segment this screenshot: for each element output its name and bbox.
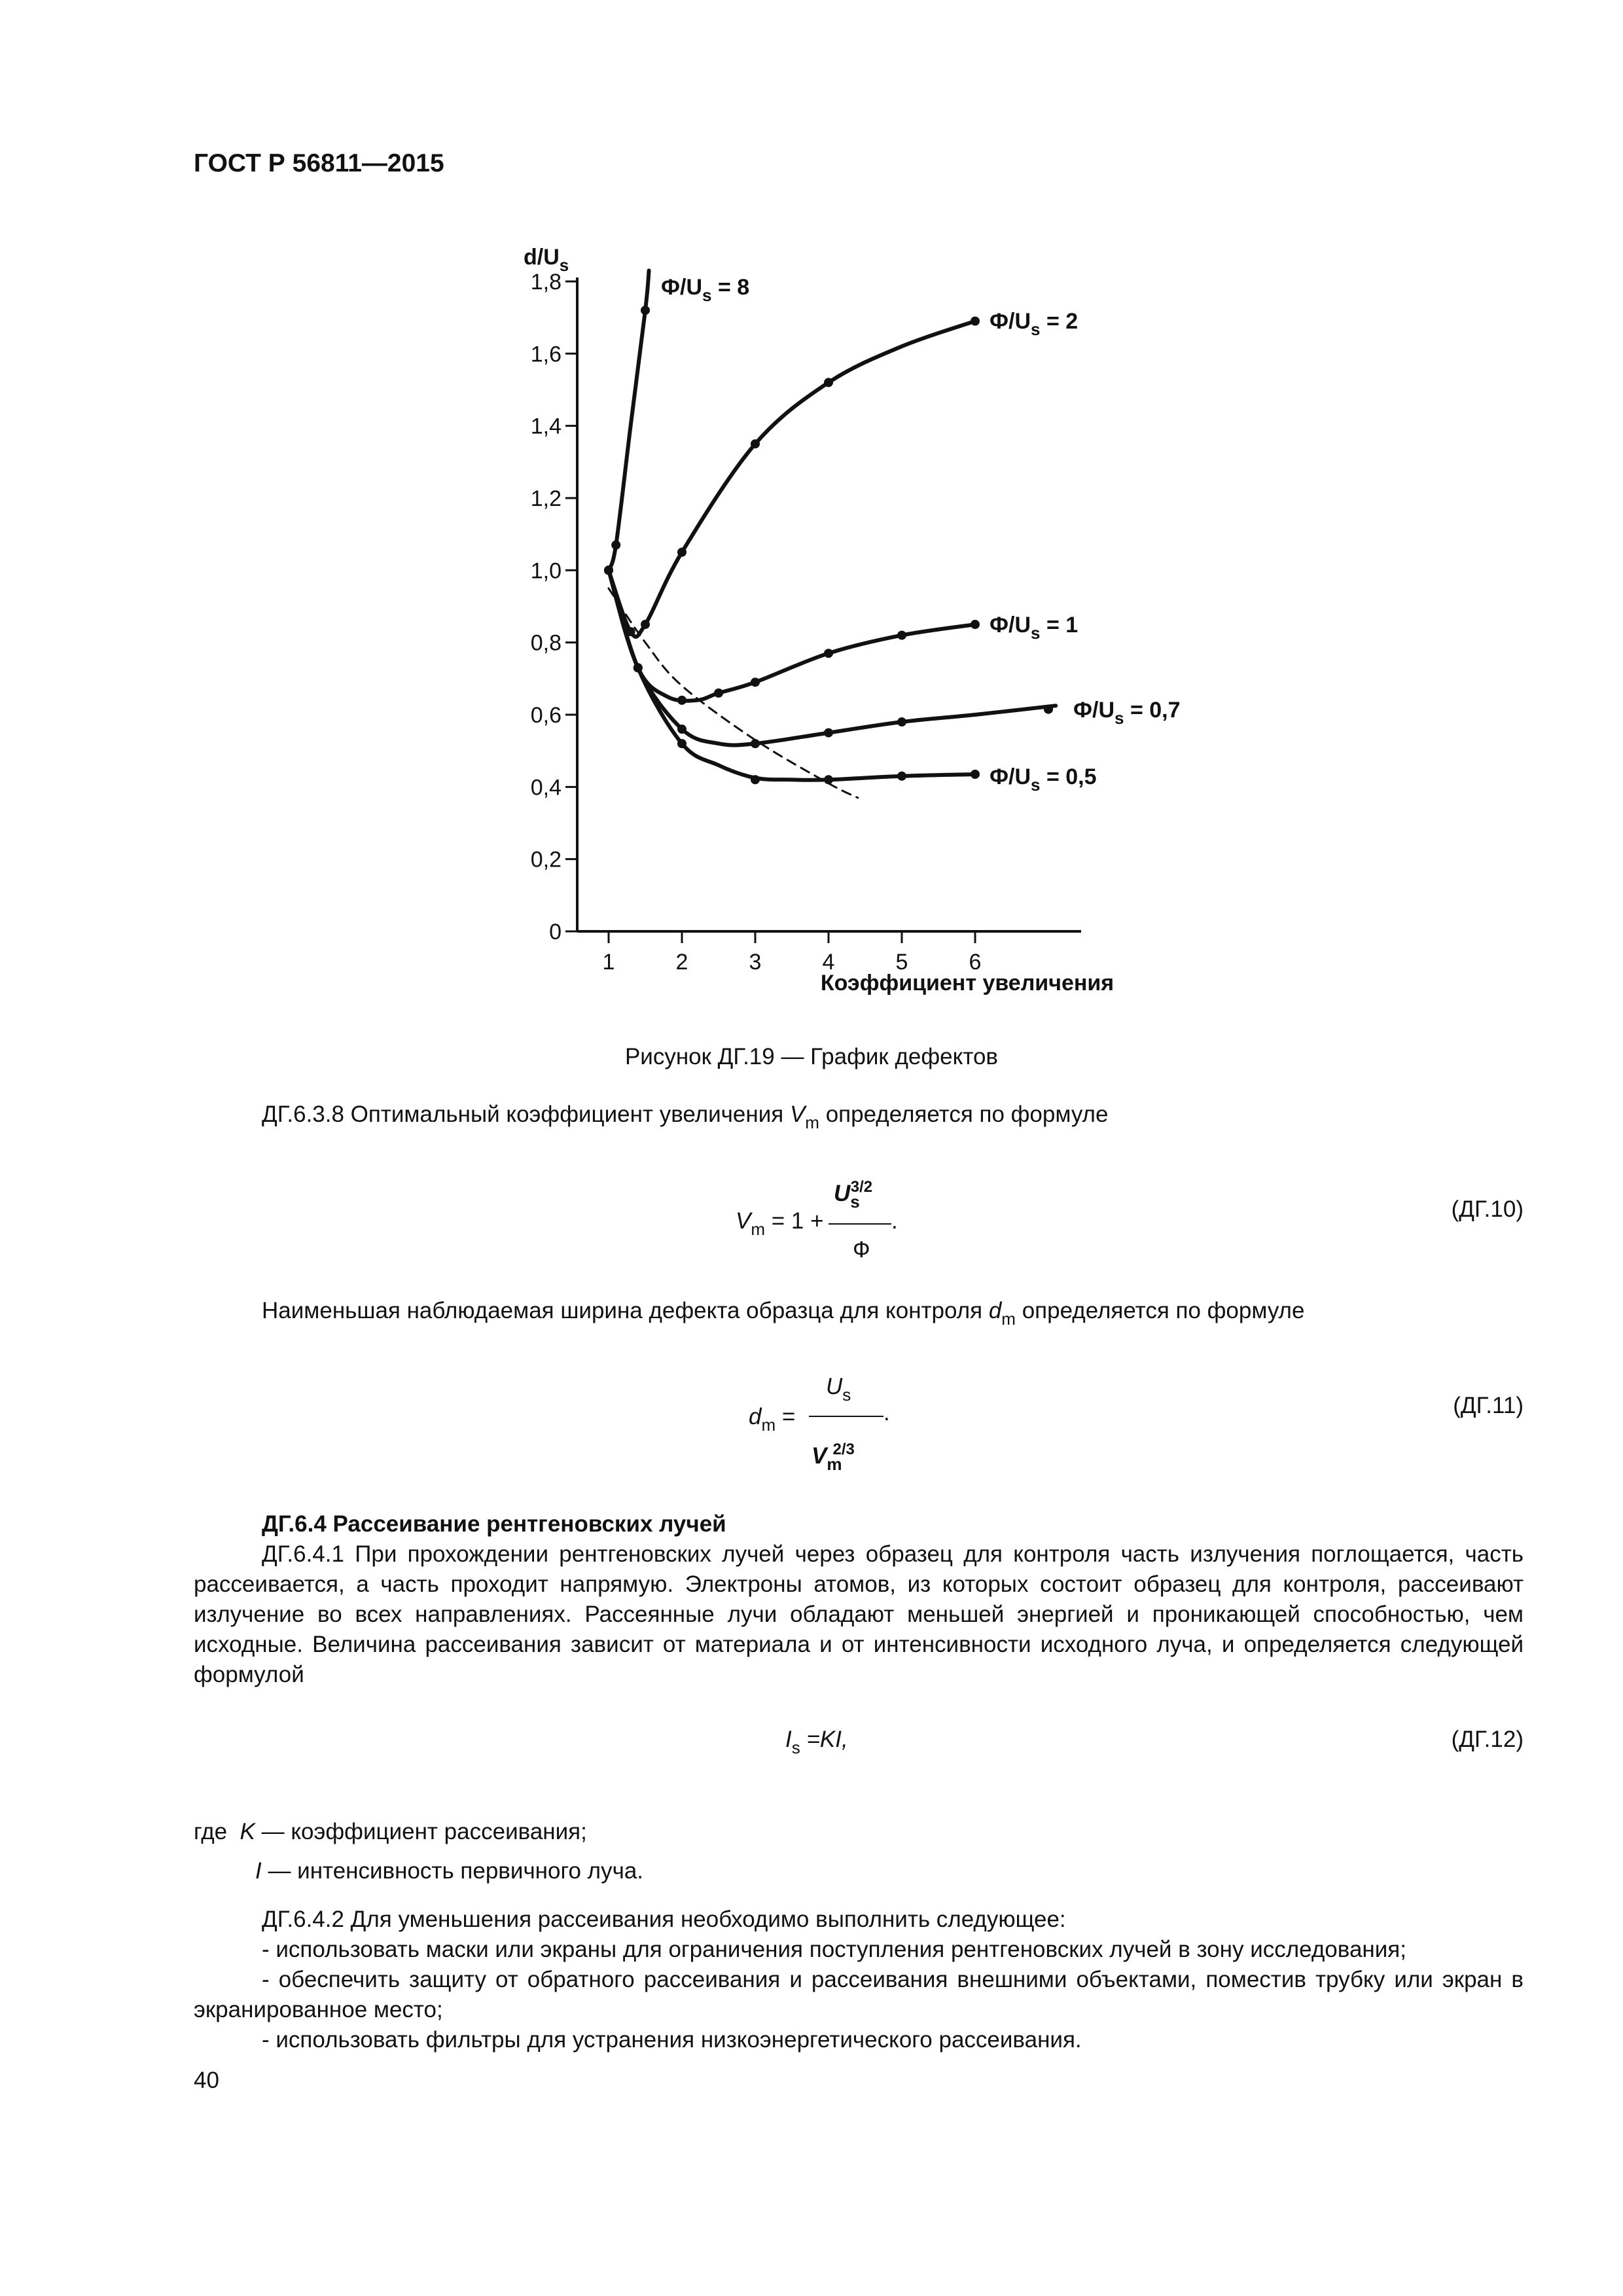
equation-number-dg10: (ДГ.10) (1451, 1196, 1524, 1222)
para2-text-after: определяется по формуле (1015, 1298, 1305, 1323)
series-line (609, 570, 1056, 745)
para1-text-before: ДГ.6.3.8 Оптимальный коэффициент увеличения (262, 1102, 790, 1127)
eq11-lhs-var: d (749, 1404, 762, 1429)
eq10-equals: = 1 + (765, 1208, 824, 1234)
data-point (751, 677, 760, 687)
where-i-text: — интенсивность первичного луча. (261, 1858, 644, 1884)
data-point (641, 306, 650, 315)
series-label-value: = 2 (1040, 309, 1079, 334)
y-tick-label: 1,4 (530, 414, 562, 439)
series-label: $Ф/U_s = 0,7$ (1073, 698, 1181, 728)
y-tick-label: 0 (549, 920, 562, 944)
data-point (641, 620, 650, 629)
series-label: $Ф/U_s = 2$ (990, 309, 1079, 339)
paragraph-dm (262, 1296, 1304, 1327)
data-point (677, 739, 687, 748)
where-item-k (194, 1817, 587, 1847)
eq10-fraction-line (829, 1223, 891, 1225)
where-item-i (255, 1856, 643, 1886)
para1-var-sub: m (805, 1113, 819, 1132)
data-point (897, 717, 906, 726)
list-item: - обеспечить защиту от обратного рассеивания и рассеивания внешними объектами, поместив трубку или экран в экранированное место; (194, 1967, 1524, 2022)
data-point (971, 770, 980, 779)
where-k-symbol: K (240, 1819, 255, 1844)
series-label-sub: s (702, 285, 712, 305)
list-item: - использовать фильтры для устранения низкоэнергетического рассеивания. (262, 2027, 1082, 2053)
eq11-period: . (883, 1400, 890, 1426)
eq11-num-sub: s (842, 1385, 851, 1405)
y-axis-label-sub: s (559, 255, 569, 275)
eq10-numerator (834, 1178, 882, 1211)
series-label-value: = 0,7 (1124, 698, 1181, 723)
data-point (971, 620, 980, 629)
series-line (609, 321, 975, 637)
section-title: ДГ.6.4 Рассеивание рентгеновских лучей (262, 1511, 726, 1537)
eq11-denominator (812, 1441, 864, 1474)
para2-var: d (988, 1298, 1002, 1323)
equation-number-dg11: (ДГ.11) (1453, 1393, 1524, 1418)
paragraph-6-4-1: ДГ.6.4.1 При прохождении рентгеновских лучей через образец для контроля часть излучения поглощается, часть рассеивается, а часть проходит напрямую. Электроны атомов, из которых состоит образец для контроля, рассеивают излучение во всех направлениях. Рассеянные лучи обладают меньшей энергией и проникающей способностью, чем исходные. Величина рассеивания зависит от материала и от интенсивности исходного луча, и определяется следующей формулой (194, 1541, 1524, 1687)
y-tick-label: 1,6 (530, 342, 562, 367)
series-label: $Ф/U_s = 0,5$ (990, 764, 1097, 795)
where-prefix: где (194, 1819, 228, 1844)
x-tick-label: 4 (822, 950, 835, 975)
eq10-period: . (891, 1208, 898, 1234)
y-tick-label: 1,0 (530, 558, 562, 584)
eq10-lhs (736, 1208, 824, 1239)
y-axis-label: $d/U_s$ (524, 245, 569, 275)
eq11-den-sub: m (827, 1454, 842, 1474)
y-tick-label: 0,4 (530, 775, 562, 800)
para1-text-after: определяется по формуле (819, 1102, 1109, 1127)
data-point (611, 541, 620, 550)
eq10-lhs-sub: m (751, 1219, 766, 1239)
equation-dg12 (785, 1727, 848, 1757)
eq11-numerator (826, 1374, 851, 1405)
series-label-sub: s (1031, 319, 1041, 339)
series-label-sub: s (1115, 708, 1124, 728)
eq10-num-var: U (834, 1181, 851, 1206)
para2-var-sub: m (1001, 1309, 1016, 1329)
x-tick-label: 1 (602, 950, 615, 975)
data-point (824, 728, 833, 738)
y-tick-label: 1,2 (530, 486, 562, 511)
eq11-fraction-line (809, 1416, 883, 1417)
x-tick-label: 5 (895, 950, 908, 975)
series-label: $Ф/U_s = 1$ (990, 613, 1079, 643)
eq11-num-var: U (826, 1374, 843, 1399)
figure-caption: Рисунок ДГ.19 — График дефектов (624, 1044, 999, 1069)
series-label-sub: s (1031, 775, 1041, 795)
data-point (1044, 705, 1053, 714)
equation-dg10 (733, 1172, 942, 1276)
data-point (751, 439, 760, 448)
defect-chart (0, 0, 1623, 1021)
paragraph-6-4-2-intro: ДГ.6.4.2 Для уменьшения рассеивания необходимо выполнить следующее: (262, 1907, 1066, 1932)
eq12-lhs-var: I (785, 1727, 792, 1752)
y-tick-label: 0,2 (530, 847, 562, 872)
y-tick-label: 0,6 (530, 702, 562, 728)
data-point (824, 649, 833, 658)
data-point (897, 631, 906, 640)
series-label-value: = 8 (711, 275, 750, 300)
eq10-num-sub: s (850, 1192, 860, 1211)
data-point (971, 317, 980, 326)
equation-number-dg12: (ДГ.12) (1451, 1727, 1524, 1752)
para2-text-before: Наименьшая наблюдаемая ширина дефекта образца для контроля (262, 1298, 989, 1323)
x-tick-label: 6 (969, 950, 982, 975)
eq11-lhs (749, 1404, 796, 1435)
where-k-text: — коэффициент рассеивания; (255, 1819, 587, 1844)
data-point (824, 378, 833, 387)
eq11-equals: = (776, 1404, 796, 1429)
series-label-sub: s (1031, 623, 1041, 643)
eq12-rhs: =KI, (800, 1727, 848, 1752)
data-point (751, 775, 760, 784)
x-tick-label: 2 (675, 950, 688, 975)
data-point (677, 548, 687, 557)
eq12-lhs-sub: s (791, 1738, 800, 1757)
para1-var: V (789, 1102, 806, 1127)
data-point (897, 772, 906, 781)
where-i-symbol: I (255, 1858, 262, 1884)
y-tick-label: 0,8 (530, 630, 562, 656)
data-point (677, 725, 687, 734)
data-point (677, 696, 687, 705)
data-point (633, 663, 643, 672)
chart-series (604, 270, 1181, 798)
series-label-value: = 1 (1040, 613, 1079, 637)
series-line (609, 270, 649, 570)
eq11-lhs-sub: m (761, 1415, 776, 1435)
eq10-lhs-var: V (736, 1208, 751, 1234)
x-axis-label: Коэффициент увеличения (820, 971, 1115, 996)
series-label-value: = 0,5 (1040, 764, 1097, 789)
x-tick-label: 3 (749, 950, 762, 975)
page-number: 40 (194, 2068, 219, 2093)
eq11-den-sup: 2/3 (832, 1441, 855, 1458)
equation-dg11 (746, 1365, 942, 1496)
paragraph-6-3-8 (262, 1100, 1108, 1131)
y-tick-label: 1,8 (530, 269, 562, 295)
eq11-den-var: V (812, 1443, 827, 1469)
list-item: - использовать маски или экраны для ограничения поступления рентгеновских лучей в зону исследования; (262, 1937, 1406, 1962)
document-header: ГОСТ Р 56811—2015 (194, 149, 444, 177)
series-label: $Ф/U_s = 8$ (661, 275, 750, 305)
eq10-denominator: Ф (853, 1237, 870, 1263)
data-point (604, 565, 613, 575)
series-line (609, 570, 975, 780)
data-point (714, 689, 723, 698)
eq10-num-sup: 3/2 (850, 1178, 873, 1196)
